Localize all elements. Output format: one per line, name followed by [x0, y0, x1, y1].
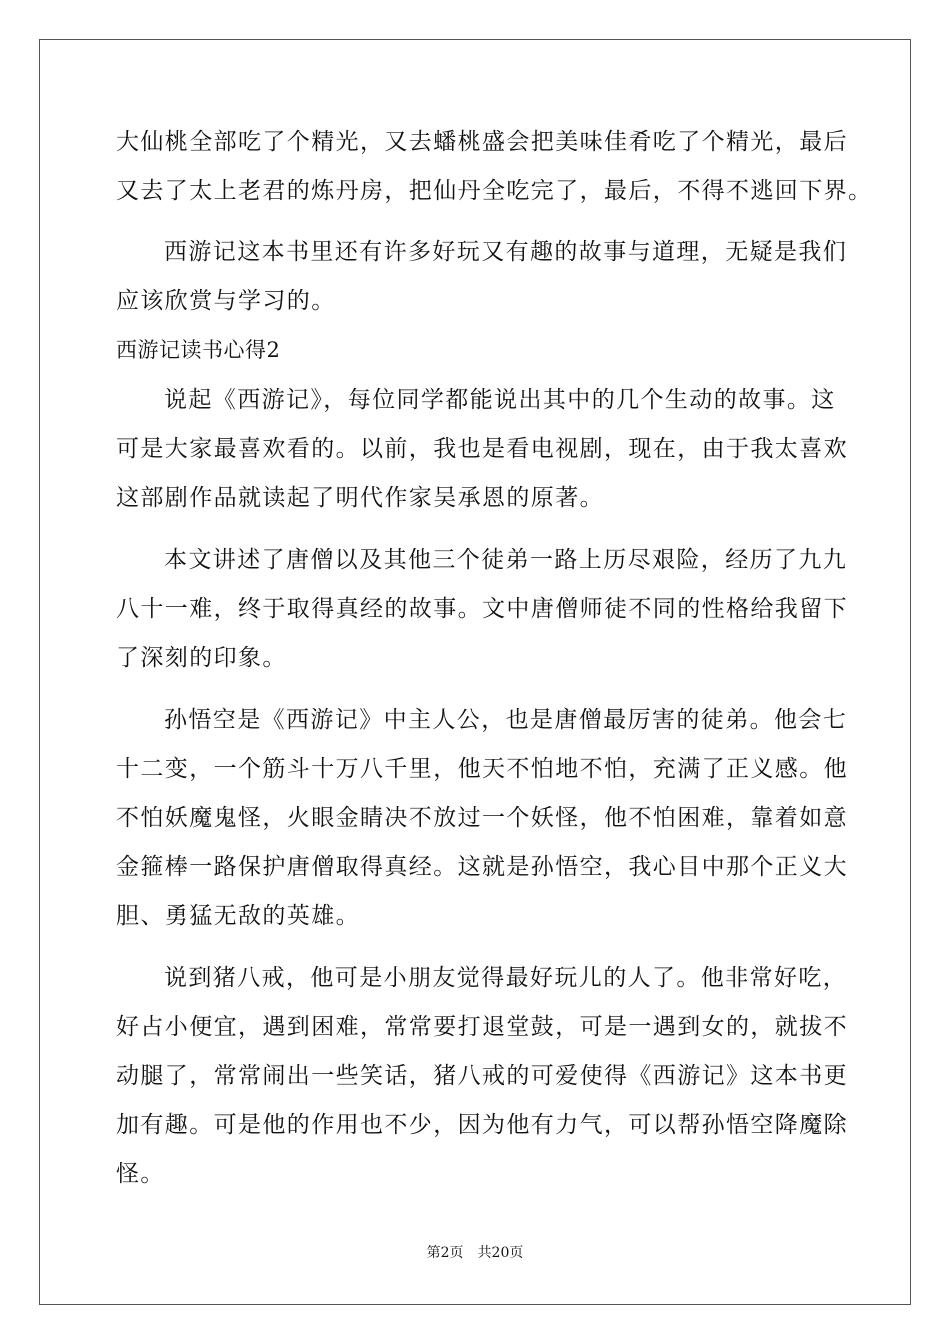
paragraph-start-line: 说起《西游记》，每位同学都能说出其中的几个生动的故事。这 [164, 387, 836, 413]
text-line: 可是大家最喜欢看的。以前，我也是看电视剧，现在，由于我太喜欢 [116, 436, 848, 462]
paragraph-start-line: 孙悟空是《西游记》中主人公，也是唐僧最厉害的徒弟。他会七 [164, 707, 848, 733]
paragraph-start-line: 说到猪八戒，他可是小朋友觉得最好玩儿的人了。他非常好吃， [164, 965, 848, 991]
paragraph-start-line: 西游记这本书里还有许多好玩又有趣的故事与道理，无疑是我们 [164, 239, 848, 265]
text-line: 又去了太上老君的炼丹房，把仙丹全吃完了，最后，不得不逃回下界。 [116, 178, 873, 204]
text-line: 胆、勇猛无敌的英雄。 [116, 903, 360, 929]
page-total: 共20页 [477, 1245, 524, 1261]
text-line: 这部剧作品就读起了明代作家吴承恩的原著。 [116, 485, 604, 511]
text-line: 八十一难，终于取得真经的故事。文中唐僧师徒不同的性格给我留下 [116, 596, 848, 622]
page-footer [0, 1242, 950, 1262]
text-line: 大仙桃全部吃了个精光，又去蟠桃盛会把美味佳肴吃了个精光，最后 [116, 129, 848, 155]
text-line: 应该欣赏与学习的。 [116, 288, 336, 314]
text-line: 好占小便宜，遇到困难，常常要打退堂鼓，可是一遇到女的，就拔不 [116, 1014, 848, 1040]
text-line: 怪。 [116, 1161, 165, 1187]
text-line: 十二变，一个筋斗十万八千里，他天不怕地不怕，充满了正义感。他 [116, 756, 848, 782]
text-line: 不怕妖魔鬼怪，火眼金睛决不放过一个妖怪，他不怕困难，靠着如意 [116, 805, 848, 831]
page-number: 第2页 [426, 1245, 464, 1261]
text-line: 动腿了，常常闹出一些笑话，猪八戒的可爱使得《西游记》这本书更 [116, 1063, 848, 1089]
section-heading: 西游记读书心得2 [116, 338, 281, 362]
text-line: 金箍棒一路保护唐僧取得真经。这就是孙悟空，我心目中那个正义大 [116, 854, 848, 880]
text-line: 了深刻的印象。 [116, 645, 287, 671]
text-line: 加有趣。可是他的作用也不少，因为他有力气，可以帮孙悟空降魔除 [116, 1112, 848, 1138]
paragraph-start-line: 本文讲述了唐僧以及其他三个徒弟一路上历尽艰险，经历了九九 [164, 547, 848, 573]
